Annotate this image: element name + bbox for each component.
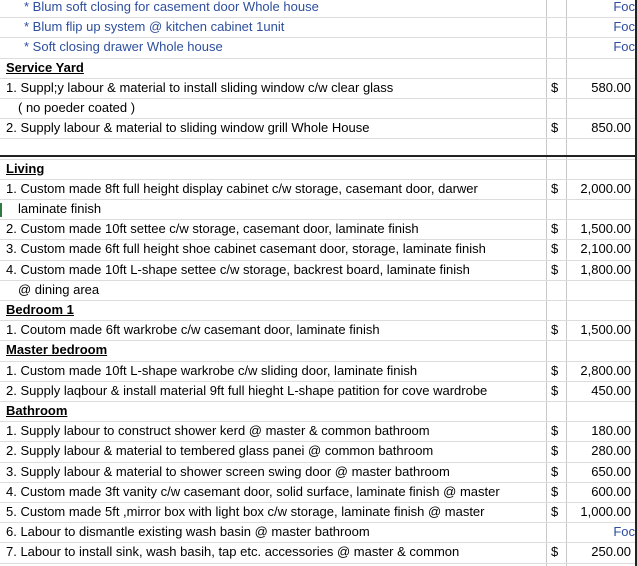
item-amount: 650.00 [591, 463, 631, 479]
table-row [0, 179, 637, 199]
currency-symbol: $ [551, 79, 559, 95]
table-row [0, 361, 637, 381]
currency-symbol: $ [551, 362, 559, 378]
item-amount: 2,800.00 [580, 362, 631, 378]
table-row [0, 280, 637, 300]
item-description: * Blum flip up system @ kitchen cabinet 1unit [24, 19, 285, 35]
section-header-row [0, 300, 637, 320]
item-description: 1. Custom made 8ft full height display cabinet c/w storage, casemant door, darwer [6, 180, 478, 196]
item-description: 1. Custom made 10ft L-shape warkrobe c/w sliding door, laminate finish [6, 362, 418, 378]
section-title: Bathroom [6, 403, 68, 418]
item-description: 1. Suppl;y labour & material to install sliding window c/w clear glass [6, 79, 394, 95]
currency-symbol: $ [551, 261, 559, 277]
section-title: Bedroom 1 [6, 302, 74, 317]
item-amount: 180.00 [591, 423, 631, 439]
item-description: 2. Supply labour & material to tembered glass panei @ common bathroom [6, 443, 434, 459]
item-description: 3. Supply labour & material to shower screen swing door @ master bathroom [6, 463, 450, 479]
section-title: Living [6, 160, 45, 176]
item-description: 2. Custom made 10ft settee c/w storage, casemant door, laminate finish [6, 221, 419, 237]
currency-symbol: $ [551, 382, 559, 398]
currency-symbol: $ [551, 241, 559, 257]
item-amount: 850.00 [591, 120, 631, 136]
item-amount: 1,000.00 [580, 504, 631, 519]
currency-symbol: $ [551, 483, 559, 499]
item-description: 3. Custom made 6ft full height shoe cabinet casemant door, storage, laminate finish [6, 241, 486, 257]
currency-symbol: $ [551, 180, 559, 196]
item-description: 4. Custom made 3ft vanity c/w casemant door, solid surface, laminate finish @ master [6, 483, 500, 499]
table-row [0, 37, 637, 57]
item-description: ( no poeder coated ) [18, 100, 136, 115]
currency-symbol: $ [551, 443, 559, 459]
item-amount: 2,000.00 [580, 180, 631, 196]
table-row [0, 0, 637, 17]
table-row [0, 118, 637, 138]
table-row [0, 462, 637, 482]
item-description: * Soft closing drawer Whole house [24, 39, 223, 55]
currency-symbol: $ [551, 423, 559, 439]
table-row [0, 260, 637, 280]
item-amount: 1,500.00 [580, 221, 631, 237]
section-border [0, 155, 637, 157]
item-amount: 600.00 [591, 483, 631, 499]
item-amount: 580.00 [591, 79, 631, 95]
cell-marker [0, 203, 2, 217]
table-row [0, 17, 637, 37]
item-amount: 1,800.00 [580, 261, 631, 277]
table-row [0, 522, 637, 542]
currency-symbol: $ [551, 322, 559, 338]
table-row [0, 542, 637, 562]
item-amount: 250.00 [591, 544, 631, 560]
item-description: * Blum soft closing for casement door Whole house [24, 0, 319, 14]
item-amount: Foc [613, 524, 635, 540]
table-row [0, 98, 637, 118]
item-description: 1. Supply labour to construct shower kerd @ master & common bathroom [6, 423, 430, 439]
item-description: 5. Custom made 5ft ,mirror box with light box c/w storage, laminate finish @ master [6, 504, 485, 519]
item-description: 1. Coutom made 6ft warkrobe c/w casemant door, laminate finish [6, 322, 380, 338]
table-row [0, 482, 637, 502]
section-title: Master bedroom [6, 342, 108, 358]
item-description: 4. Custom made 10ft L-shape settee c/w storage, backrest board, laminate finish [6, 261, 470, 277]
item-description: 2. Supply labour & material to sliding window grill Whole House [6, 120, 370, 136]
currency-symbol: $ [551, 221, 559, 237]
item-amount: Foc [613, 19, 635, 35]
table-row [0, 219, 637, 239]
section-header-row [0, 401, 637, 421]
item-amount: 2,100.00 [580, 241, 631, 257]
item-amount: 280.00 [591, 443, 631, 459]
section-title: Service Yard [6, 59, 84, 75]
item-amount: 450.00 [591, 382, 631, 398]
section-header-row [0, 159, 637, 179]
table-row [0, 78, 637, 98]
item-description: laminate finish [18, 201, 102, 216]
row-gridline [0, 563, 637, 564]
item-amount: Foc [613, 39, 635, 55]
item-description: @ dining area [18, 281, 100, 297]
table-row [0, 441, 637, 461]
currency-symbol: $ [551, 544, 559, 560]
table-row [0, 320, 637, 340]
table-row [0, 239, 637, 259]
section-header-row [0, 340, 637, 360]
item-description: 2. Supply laqbour & install material 9ft full hieght L-shape patition for cove wardrobe [6, 382, 488, 398]
currency-symbol: $ [551, 463, 559, 479]
table-row [0, 502, 637, 522]
currency-symbol: $ [551, 120, 559, 136]
table-row [0, 381, 637, 401]
item-description: 7. Labour to install sink, wash basih, tap etc. accessories @ master & common [6, 544, 460, 560]
currency-symbol: $ [551, 504, 559, 519]
item-amount: Foc [613, 0, 635, 14]
item-amount: 1,500.00 [580, 322, 631, 338]
section-header-row [0, 58, 637, 78]
table-row [0, 421, 637, 441]
item-description: 6. Labour to dismantle existing wash basin @ master bathroom [6, 524, 370, 540]
table-row [0, 199, 637, 219]
